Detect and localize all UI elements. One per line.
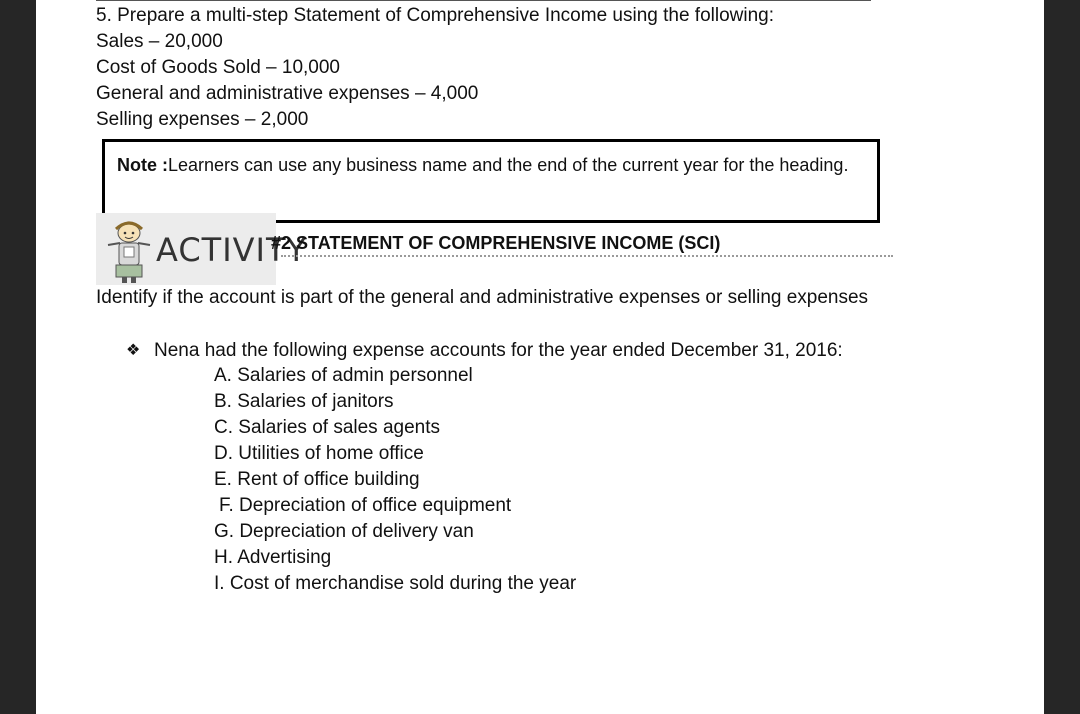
note-body: Learners can use any business name and the end of the current year for the heading. [168, 155, 849, 175]
account-item: A. Salaries of admin personnel [214, 365, 473, 386]
activity-title: #2 STATEMENT OF COMPREHENSIVE INCOME (SCI) [271, 233, 721, 253]
account-item: B. Salaries of janitors [214, 391, 394, 412]
account-item: H. Advertising [214, 547, 332, 568]
problem-heading: 5. Prepare a multi-step Statement of Comprehensive Income using the following: [96, 5, 775, 26]
account-item: E. Rent of office building [214, 469, 420, 490]
note-text [117, 148, 857, 182]
bullet-text: Nena had the following expense accounts for the year ended December 31, 2016: [154, 340, 843, 361]
activity-word: ACTIVITY [156, 231, 308, 269]
account-item: D. Utilities of home office [214, 443, 424, 464]
problem-item-cogs: Cost of Goods Sold – 10,000 [96, 57, 340, 78]
document-page [36, 0, 1044, 714]
four-diamond-bullet-icon: ❖ [126, 342, 141, 359]
account-item: I. Cost of merchandise sold during the year [214, 573, 577, 594]
problem-item-ga-expenses: General and administrative expenses – 4,000 [96, 83, 479, 104]
top-rule [96, 0, 871, 1]
account-item: G. Depreciation of delivery van [214, 521, 474, 542]
instruction-text: Identify if the account is part of the general and administrative expenses or selling expenses [96, 287, 869, 308]
problem-item-sales: Sales – 20,000 [96, 31, 223, 52]
note-box [102, 139, 880, 223]
activity-badge [96, 213, 308, 285]
kid-clipart-icon [102, 219, 156, 283]
account-item: C. Salaries of sales agents [214, 417, 441, 438]
problem-item-selling-expenses: Selling expenses – 2,000 [96, 109, 309, 130]
dotted-rule [281, 255, 893, 257]
account-item: F. Depreciation of office equipment [219, 495, 512, 516]
note-label: Note : [117, 155, 168, 175]
bullet-line [126, 340, 843, 362]
